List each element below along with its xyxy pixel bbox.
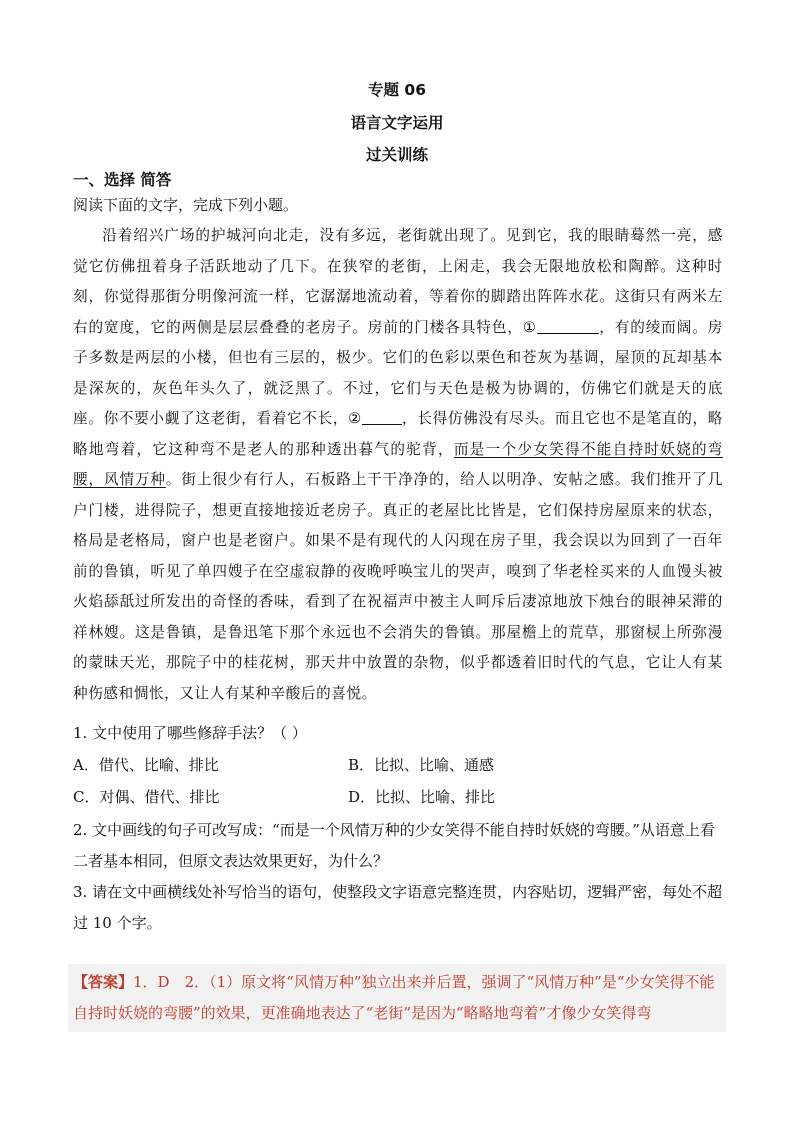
subject-title: 语言文字运用 — [350, 114, 444, 132]
fill-blank-2 — [362, 409, 402, 425]
blank-marker-2: ② — [348, 410, 362, 427]
passage-part-1: 沿着绍兴广场的护城河向北走，没有多远，老街就出现了。见到它，我的眼睛蓦然一亮，感觉它仿佛扭着身子活跃地动了几下。在狭窄的老街，上闲走，我会无限地放松和陶醉。这种时刻，你觉得那街分明像河流一样，它潺潺地流动着，等着你的脚踏出阵阵水花。这街只有两米左右的宽度，它的两侧是层层叠叠的老房子。房前的门楼各具特色， — [73, 227, 723, 336]
passage-part-2: ，有的绫而阔。房子多数是两层的小楼，但也有三层的，极少。它们的色彩以栗色和苍灰为基调，屋顶的瓦却基本是深灰的，灰色年头久了，就泛黑了。不过，它们与天色是极为协调的，仿佛它们就是天的底座。你不要小觑了这老街，看着它不长， — [73, 318, 723, 427]
underlined-sentence: 而是一个少女笑得不能自持时妖娆的弯腰，风情万种 — [73, 440, 724, 488]
option-a: A．借代、比喻、排比 — [73, 756, 219, 774]
answer-text — [73, 967, 723, 1029]
option-b: B．比拟、比喻、通感 — [348, 756, 495, 774]
option-c: C．对偶、借代、排比 — [73, 788, 220, 806]
blank-marker-1: ① — [522, 318, 537, 336]
passage-part-4: 。街上很少有行人，石板路上干干净净的，给人以明净、安帖之感。我们推开了几户门楼，进得院子，想更直接地接近老房子。真正的老屋比比皆是，它们保持房屋原来的状态，格局是老格局，窗户也是老窗户。如果不是有现代的人闪现在房子里，我会误以为回到了一百年前的鲁镇，听见了单四嫂子在空虚寂静的夜晚呼唤宝儿的哭声，嗅到了华老栓买来的人血馒头被火焰舔舐过所发出的奇怪的香味，看到了在祝福声中被主人呵斥后凄凉地放下烛台的眼神呆滞的祥林嫂。这是鲁镇，是鲁迅笔下那个永远也不会消失的鲁镇。那屋檐上的荒草，那窗棂上所弥漫的蒙昧天光，那院子中的桂花树，那天井中放置的杂物，似乎都透着旧时代的气息，它让人有某种伤感和惆怅，又让人有某种辛酸后的喜悦。 — [73, 471, 723, 702]
subtitle: 过关训练 — [365, 146, 428, 164]
question-3: 3. 请在文中画横线处补写恰当的语句，使整段文字语意完整连贯，内容贴切，逻辑严密，每处不超过 10 个字。 — [73, 883, 723, 932]
reading-passage — [73, 221, 723, 709]
option-d: D．比拟、比喻、排比 — [348, 788, 496, 806]
answer-tag: 【答案】 — [73, 973, 134, 991]
topic-number: 专题 06 — [368, 81, 426, 99]
question-1: 1. 文中使用了哪些修辞手法？（ ） — [73, 724, 307, 742]
instruction: 阅读下面的文字，完成下列小题。 — [73, 196, 299, 214]
question-2: 2. 文中画线的句子可改写成：“而是一个风情万种的少女笑得不能自持时妖娆的弯腰。”从语意上看二者基本相同，但原文表达效果更好，为什么？ — [73, 821, 715, 870]
fill-blank-1 — [537, 318, 599, 334]
section-heading: 一、选择 简答 — [73, 171, 172, 189]
answer-body: 1．D 2．（1）原文将“风情万种”独立出来并后置，强调了“风情万种”是“少女笑得不能自持时妖娆的弯腰”的效果，更准确地表达了“老街”是因为“略略地弯着”才像少女笑得弯 — [73, 973, 715, 1022]
passage-part-3: ，长得仿佛没有尽头。而且它也不是笔直的，略略地弯着，它这种弯不是老人的那种透出暮气的驼背， — [73, 410, 723, 458]
